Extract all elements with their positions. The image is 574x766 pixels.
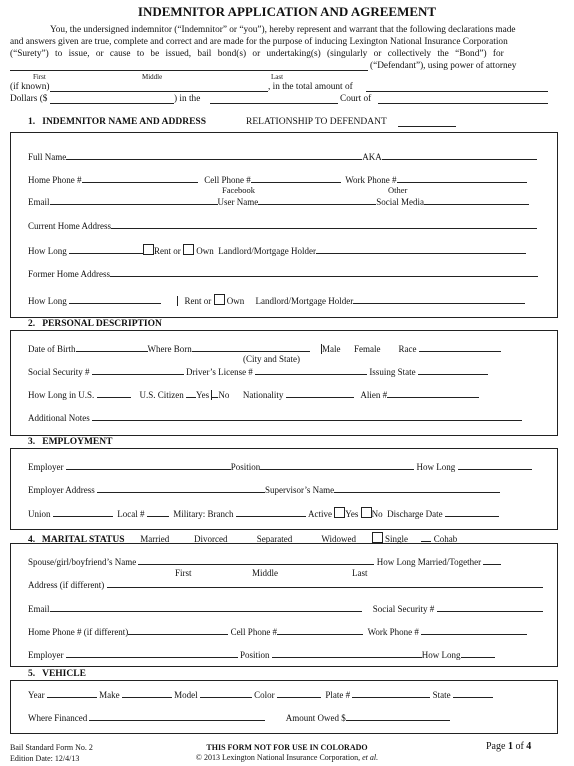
nationality-label: Nationality xyxy=(242,390,284,400)
union-field[interactable] xyxy=(53,508,113,517)
race-label: Race xyxy=(398,344,417,354)
dollars-label: Dollars ($ xyxy=(10,94,48,104)
dollars-field[interactable] xyxy=(50,103,174,104)
military-label: Military: Branch xyxy=(173,509,234,519)
vehicle-year-label: Year xyxy=(28,690,45,700)
spouse-home-phone-field[interactable] xyxy=(128,626,228,635)
spouse-phone-row xyxy=(28,626,527,637)
how-long-married-label: How Long Married/Together xyxy=(376,557,482,567)
spouse-middle-label: Middle xyxy=(252,568,278,578)
spouse-home-phone-label: Home Phone # (if different) xyxy=(28,627,129,637)
home-phone-field[interactable] xyxy=(82,174,198,183)
intro-line-4-end: (“Defendant”), using power of attorney xyxy=(370,61,517,71)
social-media-label: Social Media xyxy=(376,197,424,207)
rent-or-label-1: Rent or xyxy=(154,246,181,256)
union-row xyxy=(28,507,499,519)
section3-header xyxy=(28,437,112,447)
footer-copyright: © 2013 Lexington National Insurance Corporation, xyxy=(195,753,361,762)
spouse-employer-field[interactable] xyxy=(66,649,238,658)
own-label-2: Own xyxy=(226,296,245,306)
supervisor-label: Supervisor’s Name xyxy=(265,485,335,495)
spouse-cell-phone-label: Cell Phone # xyxy=(230,627,278,637)
user-name-field[interactable] xyxy=(258,196,376,205)
vehicle-make-field[interactable] xyxy=(122,689,172,698)
total-amount-field[interactable] xyxy=(366,91,548,92)
spouse-employer-label: Employer xyxy=(28,650,64,660)
form-title: INDEMNITOR APPLICATION AND AGREEMENT xyxy=(137,4,437,19)
vehicle-make-label: Make xyxy=(99,690,120,700)
vehicle-state-label: State xyxy=(432,690,451,700)
spouse-how-long-field[interactable] xyxy=(461,649,495,658)
footer-et-al: et al. xyxy=(362,753,379,762)
dob-row xyxy=(28,343,501,354)
page-total: 4 xyxy=(526,741,532,752)
spouse-work-phone-field[interactable] xyxy=(421,626,527,635)
where-born-label: Where Born xyxy=(147,344,192,354)
spouse-field[interactable] xyxy=(138,556,374,565)
vehicle-year-field[interactable] xyxy=(47,689,97,698)
full-name-label: Full Name xyxy=(28,152,67,162)
phone-row xyxy=(28,174,527,185)
additional-notes-label: Additional Notes xyxy=(28,413,90,423)
cell-phone-field[interactable] xyxy=(251,174,341,183)
intro-line-3: (“Surety”) to issue, or cause to be issued, bail bond(s) or undertaking(s) (singularly or collectively the “Bond”) for xyxy=(10,49,504,59)
rent-checkbox-1[interactable] xyxy=(143,244,154,255)
employer-address-field[interactable] xyxy=(97,484,265,493)
spouse-email-field[interactable] xyxy=(50,603,362,612)
section5-number: 5. xyxy=(28,669,36,679)
section1-number: 1. xyxy=(28,117,36,127)
section3-title: EMPLOYMENT xyxy=(42,437,113,447)
employment-how-long-field[interactable] xyxy=(458,461,532,470)
vehicle-plate-label: Plate # xyxy=(325,690,351,700)
where-born-field[interactable] xyxy=(192,343,310,352)
single-checkbox[interactable] xyxy=(372,532,383,543)
issuing-state-label: Issuing State xyxy=(369,367,416,377)
relationship-label: RELATIONSHIP TO DEFENDANT xyxy=(246,117,387,127)
section2-number: 2. xyxy=(28,319,36,329)
discharge-label: Discharge Date xyxy=(387,509,443,519)
active-yes-label: Yes xyxy=(345,509,359,519)
section1-title: INDEMNITOR NAME AND ADDRESS xyxy=(42,117,206,127)
amount-owed-label: Amount Owed $ xyxy=(285,713,346,723)
section2-title: PERSONAL DESCRIPTION xyxy=(42,319,162,329)
section5-title: VEHICLE xyxy=(42,669,86,679)
vehicle-state-field[interactable] xyxy=(453,689,493,698)
how-long-label-2: How Long xyxy=(28,296,67,306)
email-row xyxy=(28,196,529,207)
own-checkbox-2[interactable] xyxy=(214,294,225,305)
landlord-label-1: Landlord/Mortgage Holder xyxy=(218,246,316,256)
facebook-label: Facebook xyxy=(222,185,256,195)
alien-field[interactable] xyxy=(387,389,479,398)
former-address-label: Former Home Address xyxy=(28,269,110,279)
spouse-position-label: Position xyxy=(240,650,270,660)
current-address-label: Current Home Address xyxy=(28,221,111,231)
how-long-label-1: How Long xyxy=(28,246,67,256)
additional-notes-field[interactable] xyxy=(92,412,522,421)
relationship-field[interactable] xyxy=(398,126,456,127)
rent-bar-2 xyxy=(177,296,178,306)
own-checkbox-1[interactable] xyxy=(183,244,194,255)
employer-address-row xyxy=(28,484,500,495)
cohab-option[interactable]: Cohab xyxy=(433,534,458,544)
alien-label: Alien # xyxy=(360,390,388,400)
total-amount-label: , in the total amount of xyxy=(268,82,353,92)
court-name-field[interactable] xyxy=(210,103,338,104)
where-financed-label: Where Financed xyxy=(28,713,88,723)
union-label: Union xyxy=(28,509,51,519)
single-option[interactable]: Single xyxy=(384,534,408,544)
footer-page-indicator xyxy=(486,741,531,752)
female-label[interactable]: Female xyxy=(353,344,381,354)
defendant-name-field[interactable] xyxy=(10,69,368,71)
discharge-field[interactable] xyxy=(445,508,499,517)
military-field[interactable] xyxy=(236,508,306,517)
intro-line-1: You, the undersigned indemnitor (“Indemnitor” or “you”), hereby represent and warrant that the following declarations made xyxy=(50,25,516,35)
section4-number: 4. xyxy=(28,535,36,545)
in-the-label: ) in the xyxy=(174,94,201,104)
section1-header xyxy=(28,117,206,127)
own-label-1: Own xyxy=(196,246,214,256)
active-no-checkbox[interactable] xyxy=(361,507,372,518)
issuing-state-field[interactable] xyxy=(418,366,488,375)
race-field[interactable] xyxy=(419,343,501,352)
ssn-row xyxy=(28,366,488,377)
citizen-yes-label: Yes xyxy=(196,390,210,400)
notes-row xyxy=(28,412,522,423)
cell-phone-label: Cell Phone # xyxy=(204,175,251,185)
employer-label: Employer xyxy=(28,462,64,472)
footer-copyright-line xyxy=(0,753,574,762)
label-middle: Middle xyxy=(142,73,163,81)
other-label: Other xyxy=(388,185,408,195)
aka-field[interactable] xyxy=(382,151,537,160)
current-address-row xyxy=(28,220,537,231)
spouse-last-label: Last xyxy=(352,568,368,578)
drivers-license-field[interactable] xyxy=(255,366,367,375)
social-media-field[interactable] xyxy=(424,196,529,205)
how-long-field-1[interactable] xyxy=(69,245,143,254)
landlord-field-2[interactable] xyxy=(353,295,525,304)
how-long-us-label: How Long in U.S. xyxy=(28,390,95,400)
ssn-field[interactable] xyxy=(92,366,184,375)
email-field[interactable] xyxy=(50,196,218,205)
cohab-field[interactable] xyxy=(421,533,431,542)
spouse-email-label: Email xyxy=(28,604,50,614)
how-long-married-field[interactable] xyxy=(483,556,501,565)
spouse-ssn-label: Social Security # xyxy=(372,604,435,614)
landlord-field-1[interactable] xyxy=(316,245,526,254)
label-first: First xyxy=(33,73,46,81)
position-label: Position xyxy=(230,462,261,472)
ssn-label: Social Security # xyxy=(28,367,90,377)
label-last: Last xyxy=(271,73,284,81)
nationality-field[interactable] xyxy=(286,389,354,398)
page-of-label: of xyxy=(515,741,524,752)
spouse-address-row xyxy=(28,579,543,590)
section5-header xyxy=(28,669,86,679)
spouse-how-long-label: How Long xyxy=(421,650,461,660)
employment-how-long-label: How Long xyxy=(416,462,456,472)
work-phone-label: Work Phone # xyxy=(345,175,397,185)
section3-number: 3. xyxy=(28,437,36,447)
citizenship-row xyxy=(28,389,479,400)
dob-field[interactable] xyxy=(76,343,148,352)
full-name-row xyxy=(28,151,537,162)
rent-or-label-2: Rent or xyxy=(184,296,212,306)
user-name-label: User Name xyxy=(217,197,259,207)
spouse-ssn-field[interactable] xyxy=(437,603,543,612)
spouse-row xyxy=(28,556,501,567)
spouse-position-field[interactable] xyxy=(272,649,422,658)
former-address-field[interactable] xyxy=(110,268,538,277)
citizen-no-label: No xyxy=(218,390,230,400)
active-label: Active xyxy=(308,509,332,519)
if-known-field[interactable] xyxy=(50,91,268,92)
where-financed-field[interactable] xyxy=(89,712,265,721)
landlord-label-2: Landlord/Mortgage Holder xyxy=(255,296,354,306)
married-option[interactable]: Married xyxy=(140,534,170,544)
spouse-cell-phone-field[interactable] xyxy=(277,626,363,635)
local-field[interactable] xyxy=(147,508,169,517)
widowed-option[interactable]: Widowed xyxy=(321,534,356,544)
spouse-first-label: First xyxy=(175,568,192,578)
spouse-label: Spouse/girl/boyfriend’s Name xyxy=(28,557,137,567)
spouse-address-label: Address (if different) xyxy=(28,580,105,590)
vehicle-plate-field[interactable] xyxy=(352,689,430,698)
footer-edition: Edition Date: 12/4/13 xyxy=(10,754,80,763)
active-no-label: No xyxy=(371,509,383,519)
page-label: Page xyxy=(486,741,506,752)
vehicle-color-label: Color xyxy=(254,690,275,700)
spouse-employer-row xyxy=(28,649,495,660)
divorced-option[interactable]: Divorced xyxy=(194,534,228,544)
former-address-row xyxy=(28,268,538,279)
vehicle-row xyxy=(28,689,493,700)
section4-title: MARITAL STATUS xyxy=(41,535,125,545)
court-of-field[interactable] xyxy=(378,103,548,104)
employer-field[interactable] xyxy=(66,461,231,470)
how-long-field-2[interactable] xyxy=(69,295,161,304)
how-long-row-2 xyxy=(28,294,525,306)
aka-label: AKA xyxy=(362,152,382,162)
separated-option[interactable]: Separated xyxy=(256,534,293,544)
employer-row xyxy=(28,461,532,472)
work-phone-field[interactable] xyxy=(397,174,527,183)
email-label: Email xyxy=(28,197,50,207)
if-known-label: (if known) xyxy=(10,82,50,92)
us-citizen-label: U.S. Citizen xyxy=(139,390,184,400)
employer-address-label: Employer Address xyxy=(28,485,95,495)
drivers-license-label: Driver’s License # xyxy=(186,367,253,377)
section2-header xyxy=(28,319,162,329)
spouse-work-phone-label: Work Phone # xyxy=(367,627,419,637)
court-of-label: Court of xyxy=(340,94,372,104)
position-field[interactable] xyxy=(260,461,414,470)
financing-row xyxy=(28,712,450,723)
city-state-label: (City and State) xyxy=(243,354,300,364)
how-long-row-1 xyxy=(28,244,526,256)
how-long-us-field[interactable] xyxy=(97,389,131,398)
intro-line-2: and answers given are true, complete and correct and are made for the purpose of inducing Lexington National Insurance Corporation xyxy=(10,37,508,47)
vehicle-model-field[interactable] xyxy=(200,689,252,698)
citizen-yes-field[interactable] xyxy=(186,389,196,398)
supervisor-field[interactable] xyxy=(334,484,500,493)
vehicle-color-field[interactable] xyxy=(277,689,321,698)
current-address-field[interactable] xyxy=(111,220,537,229)
footer-not-for-use: THIS FORM NOT FOR USE IN COLORADO xyxy=(206,743,368,752)
page-number: 1 xyxy=(507,741,513,752)
spouse-email-row xyxy=(28,603,543,614)
male-label[interactable]: Male xyxy=(321,344,341,354)
home-phone-label: Home Phone # xyxy=(28,175,82,185)
full-name-field[interactable] xyxy=(66,151,362,160)
active-yes-checkbox[interactable] xyxy=(334,507,345,518)
footer-form-no: Bail Standard Form No. 2 xyxy=(10,743,93,752)
amount-owed-field[interactable] xyxy=(346,712,450,721)
local-label: Local # xyxy=(117,509,145,519)
spouse-address-field[interactable] xyxy=(107,579,543,588)
vehicle-model-label: Model xyxy=(174,690,198,700)
dob-label: Date of Birth xyxy=(28,344,76,354)
